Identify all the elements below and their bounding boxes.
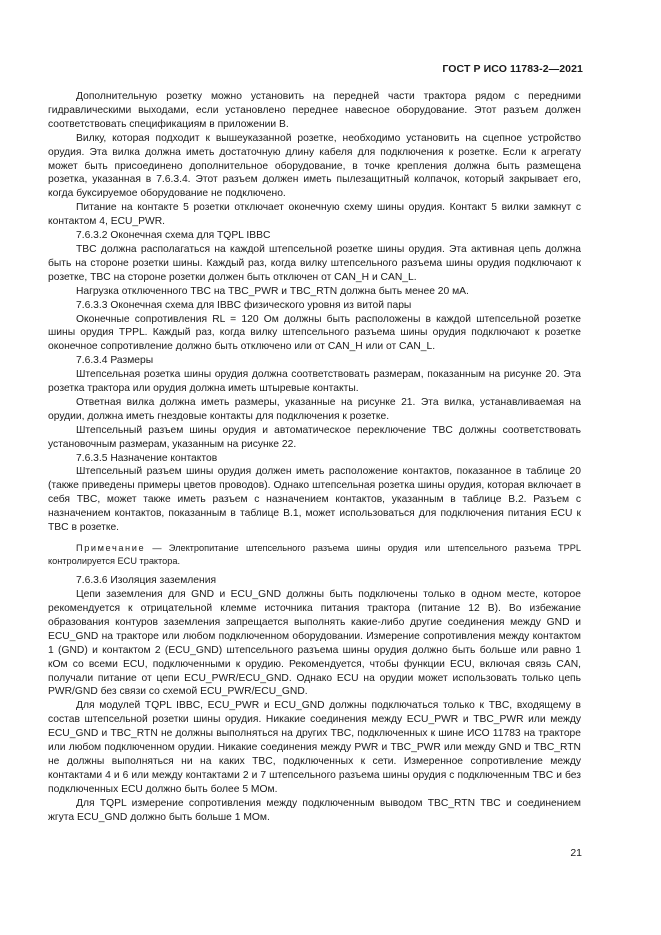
paragraph: Для TQPL измерение сопротивления между подключенным выводом TBC_RTN TBC и соединением жгута ECU_GND должно быть больше 1 МОм. (48, 797, 581, 823)
page-number: 21 (570, 847, 582, 859)
section-heading-7-6-3-6: 7.6.3.6 Изоляция заземления (76, 575, 217, 587)
document-body (48, 90, 581, 825)
paragraph: Штепсельный разъем шины орудия должен иметь расположение контактов, показанное в таблице 20 (также приведены примеры цветов проводов). Однако штепсельная розетка шины орудия, которая включает в себя TBC, может также иметь разъем с назначением контактов, указанным в таблице В.2. Разъем с назначением контактов, показанным в таблице В.1, может использоваться для подключения питания ECU к TBC в розетке. (48, 466, 581, 534)
paragraph: TBC должна располагаться на каждой штепсельной розетке шины орудия. Эта активная цепь должна быть на стороне розетки шины. Каждый раз, когда вилку штепсельного разъема шины орудия подключают к розетке, TBC на стороне розетки должен быть отключен от CAN_H и CAN_L. (48, 243, 581, 283)
section-heading-7-6-3-4: 7.6.3.4 Размеры (76, 355, 154, 367)
standard-header: ГОСТ Р ИСО 11783-2—2021 (442, 63, 583, 75)
paragraph: Оконечные сопротивления RL = 120 Ом должны быть расположены в каждой штепсельной розетке шины орудия TPPL. Каждый раз, когда вилку штепсельного разъема шины орудия подключают к розетке оконечное сопротивление должно быть отключено или от CAN_H или от CAN_L. (48, 313, 581, 353)
paragraph: Нагрузка отключенного TBC на TBC_PWR и TBC_RTN должна быть менее 20 мА. (76, 285, 469, 297)
paragraph: Вилку, которая подходит к вышеуказанной розетке, необходимо установить на сцепное устройство орудия. Эта вилка должна иметь достаточную длину кабеля для подключения к розетке. Если к агрегату может быть присоединено дополнительное оборудование, в точке крепления должна быть размещена розетка, указанная в 7.6.3.4. Этот разъем должен иметь пылезащитный колпачок, который закрывает его, когда буксируемое оборудование не подключено. (48, 132, 581, 200)
paragraph: Цепи заземления для GND и ECU_GND должны быть подключены только в одном месте, которое рекомендуется к отрицательной клемме источника питания трактора (питание 12 В). Во избежание образования контуров заземления запрещается выполнять какие-либо другие соединения между GND и ECU_GND на тракторе или любом подключенном оборудовании. Измерение сопротивления между контактом 1 (GND) и контактом 2 (ECU_GND) штепсельного разъема шины орудия должно быть больше или равно 1 кОм со всеми ECU, подключенными к орудию. Рекомендуется, чтобы функции ECU, включая связь CAN, получали питание от цепи ECU_PWR/ECU_GND. Однако ECU на орудии может использовать только цепь PWR/GND без связи со схемой ECU_PWR/ECU_GND. (48, 589, 581, 698)
section-heading-7-6-3-3: 7.6.3.3 Оконечная схема для IBBC физического уровня из витой пары (76, 299, 412, 311)
paragraph: Ответная вилка должна иметь размеры, указанные на рисунке 21. Эта вилка, устанавливаемая на орудии, должна иметь гнездовые контакты для подключения к розетке. (48, 396, 581, 422)
paragraph: Для модулей TQPL IBBC, ECU_PWR и ECU_GND должны подключаться только к TBC, входящему в состав штепсельной розетки шины орудия. Никакие соединения между ECU_PWR и TBC_PWR или между ECU_GND и TBC_RTN не должны выполняться на других TBC, подключенных к шине ИСО 11783 на тракторе или любом подключенном орудии. Никакие соединения между PWR и TBC_PWR или между GND и TBC_RTN не должны выполняться ни на каких TBC, подключенных к сети. Измеренное сопротивление между контактами 4 и 6 или между контактами 2 и 7 штепсельного разъема шины орудия с подключенным TBC и без подключенных ECU должно быть более 5 МОм. (48, 700, 581, 795)
section-heading-7-6-3-2: 7.6.3.2 Оконечная схема для TQPL IBBC (76, 230, 271, 242)
note-label: Примечание (76, 543, 146, 553)
paragraph: Штепсельный разъем шины орудия и автоматическое переключение TBC должны соответствовать установочным размерам, указанным на рисунке 22. (48, 424, 581, 450)
paragraph: Питание на контакте 5 розетки отключает оконечную схему шины орудия. Контакт 5 вилки замкнут с контактом 4, ECU_PWR. (48, 202, 581, 228)
paragraph: Дополнительную розетку можно установить на передней части трактора рядом с передними гидравлическими выходами, если установлено переднее навесное оборудование. Этот разъем должен соответствовать спецификациям в приложении В. (48, 91, 581, 130)
paragraph: Штепсельная розетка шины орудия должна соответствовать размерам, показанным на рисунке 20. Эта розетка трактора или орудия должна иметь штыревые контакты. (48, 369, 581, 395)
section-heading-7-6-3-5: 7.6.3.5 Назначение контактов (76, 452, 218, 464)
note-text: — Электропитание штепсельного разъема шины орудия или штепсельного разъема TPPL контролируется ECU трактора. (48, 543, 581, 566)
note (48, 542, 581, 567)
